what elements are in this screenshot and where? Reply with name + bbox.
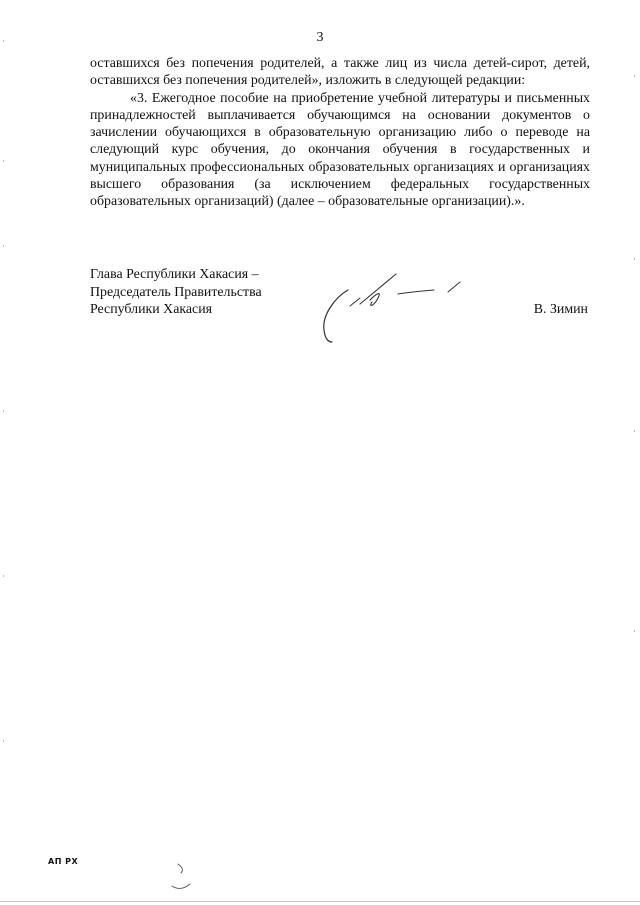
footer-code: АП РХ <box>48 857 79 866</box>
signer-name: В. Зимин <box>533 302 588 317</box>
page-bottom-edge <box>0 901 640 902</box>
signatory-title-line: Председатель Правительства <box>90 284 262 300</box>
signatory-title <box>90 266 262 319</box>
document-body <box>90 55 590 211</box>
handwritten-signature <box>310 268 480 348</box>
body-paragraph: оставшихся без попечения родителей, а также лиц из числа детей-сирот, детей, оставшихся без попечения родителей», изложить в следующей редакции: <box>90 56 590 89</box>
scan-edge-marks <box>3 0 5 905</box>
body-paragraph: «3. Ежегодное пособие на приобретение учебной литературы и письменных принадлежностей выплачивается обучающимся на основании документов о зачислении обучающихся в образовательную организацию либо о переводе на следующий курс обучения, до окончания обучения в государственных и муниципальных профессиональных образовательных организациях и организациях высшего образования (за исключением федеральных государственных образовательных организаций) (далее – образовательные организации).». <box>90 90 590 210</box>
scan-edge-marks <box>634 0 636 905</box>
signatory-title-line: Глава Республики Хакасия – <box>90 267 259 282</box>
signatory-title-line: Республики Хакасия <box>90 302 213 317</box>
handwritten-mark <box>168 860 196 894</box>
page-number: 3 <box>316 30 324 45</box>
